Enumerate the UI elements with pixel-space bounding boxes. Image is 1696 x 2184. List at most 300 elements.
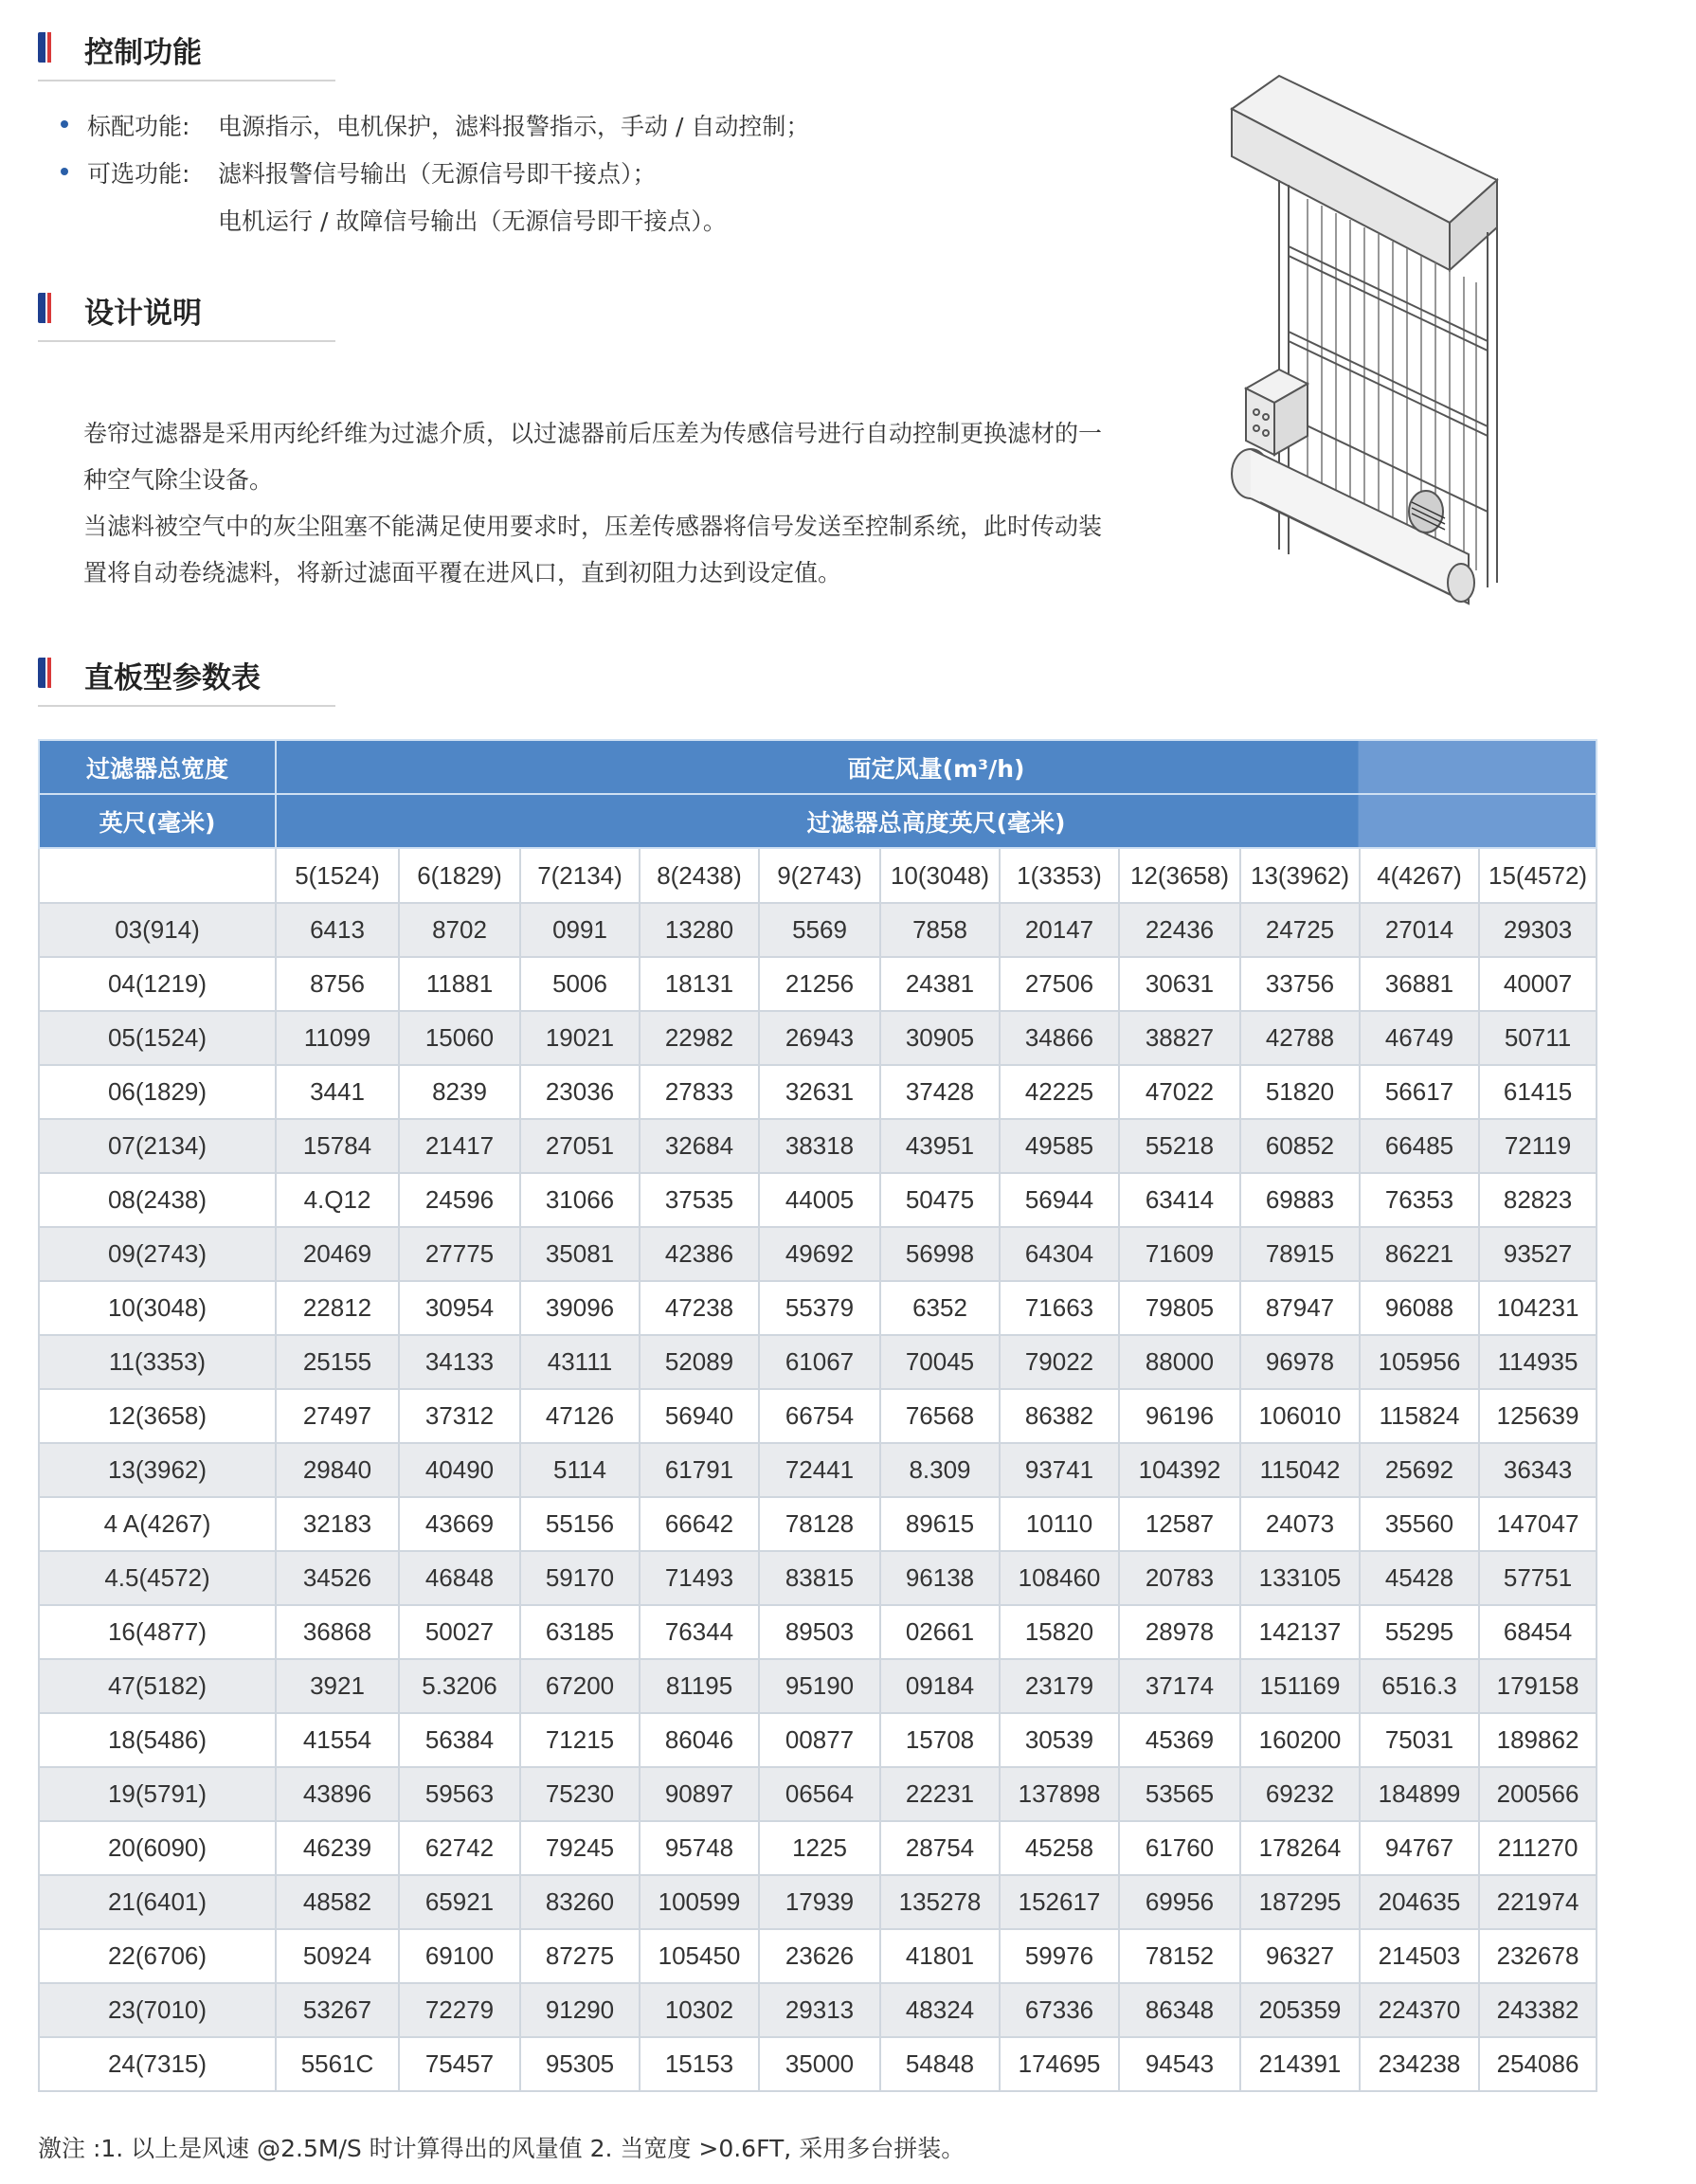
table-cell: 65921: [399, 1875, 520, 1929]
table-cell: 83260: [520, 1875, 640, 1929]
table-cell: 56944: [1000, 1173, 1119, 1227]
table-cell: 6516.3: [1360, 1659, 1479, 1713]
table-cell: 47126: [520, 1389, 640, 1443]
table-cell: 72441: [759, 1443, 880, 1497]
table-cell: 96978: [1240, 1335, 1360, 1389]
table-cell: 6352: [880, 1281, 1000, 1335]
table-cell: 06564: [759, 1767, 880, 1821]
row-label-cell: 4 A(4267): [39, 1497, 276, 1551]
table-cell: 34866: [1000, 1011, 1119, 1065]
table-cell: 38318: [759, 1119, 880, 1173]
table-cell: 179158: [1479, 1659, 1597, 1713]
table-cell: 43111: [520, 1335, 640, 1389]
table-header-row: [39, 740, 1597, 794]
row-label-cell: 07(2134): [39, 1119, 276, 1173]
table-cell: 34526: [276, 1551, 399, 1605]
table-row: [39, 1767, 1597, 1821]
table-cell: 79245: [520, 1821, 640, 1875]
table-cell: 205359: [1240, 1983, 1360, 2037]
header-cell: 过滤器总宽度: [39, 740, 276, 794]
table-cell: 5006: [520, 957, 640, 1011]
feature-label: 可选功能:: [87, 160, 190, 188]
table-cell: 72119: [1479, 1119, 1597, 1173]
table-cell: 70045: [880, 1335, 1000, 1389]
table-cell: 254086: [1479, 2037, 1597, 2091]
table-cell: 125639: [1479, 1389, 1597, 1443]
table-cell: 00877: [759, 1713, 880, 1767]
table-cell: 31066: [520, 1173, 640, 1227]
table-cell: 10302: [640, 1983, 759, 2037]
table-cell: 71663: [1000, 1281, 1119, 1335]
table-cell: 86221: [1360, 1227, 1479, 1281]
table-cell: 25155: [276, 1335, 399, 1389]
section-marker-icon: [38, 293, 51, 323]
section-underline: [38, 705, 335, 707]
table-cell: 21256: [759, 957, 880, 1011]
table-cell: 11099: [276, 1011, 399, 1065]
table-cell: 96088: [1360, 1281, 1479, 1335]
table-cell: 24596: [399, 1173, 520, 1227]
section-title: 控制功能: [84, 36, 202, 70]
table-header-row: [39, 794, 1597, 848]
table-cell: 50711: [1479, 1011, 1597, 1065]
table-cell: 82823: [1479, 1173, 1597, 1227]
table-cell: 75230: [520, 1767, 640, 1821]
row-label-cell: 23(7010): [39, 1983, 276, 2037]
table-cell: 96327: [1240, 1929, 1360, 1983]
table-cell: 15153: [640, 2037, 759, 2091]
table-cell: 3921: [276, 1659, 399, 1713]
table-row: [39, 1659, 1597, 1713]
table-cell: 5114: [520, 1443, 640, 1497]
table-cell: 12587: [1119, 1497, 1240, 1551]
table-cell: 0991: [520, 903, 640, 957]
table-cell: 51820: [1240, 1065, 1360, 1119]
table-cell: 94543: [1119, 2037, 1240, 2091]
section-title: 设计说明: [84, 297, 202, 331]
column-header-cell: 5(1524): [276, 848, 399, 903]
table-cell: 59170: [520, 1551, 640, 1605]
table-row: [39, 2037, 1597, 2091]
column-header-cell: 10(3048): [880, 848, 1000, 903]
table-cell: 24073: [1240, 1497, 1360, 1551]
table-cell: 214391: [1240, 2037, 1360, 2091]
table-cell: 78915: [1240, 1227, 1360, 1281]
table-cell: 15784: [276, 1119, 399, 1173]
table-cell: 78152: [1119, 1929, 1240, 1983]
table-cell: 76353: [1360, 1173, 1479, 1227]
table-cell: 105450: [640, 1929, 759, 1983]
table-cell: 46749: [1360, 1011, 1479, 1065]
table-cell: 71609: [1119, 1227, 1240, 1281]
table-cell: 27775: [399, 1227, 520, 1281]
table-cell: 214503: [1360, 1929, 1479, 1983]
table-column-header-row: [39, 848, 1597, 903]
row-label-cell: 08(2438): [39, 1173, 276, 1227]
table-cell: 20469: [276, 1227, 399, 1281]
table-cell: 29303: [1479, 903, 1597, 957]
row-label-cell: 4.5(4572): [39, 1551, 276, 1605]
description-line: 卷帘过滤器是采用丙纶纤维为过滤介质，以过滤器前后压差为传感信号进行自动控制更换滤材的一: [83, 420, 1103, 447]
row-label-cell: 19(5791): [39, 1767, 276, 1821]
table-cell: 34133: [399, 1335, 520, 1389]
header-cell: 英尺(毫米): [39, 794, 276, 848]
table-row: [39, 1821, 1597, 1875]
table-cell: 44005: [759, 1173, 880, 1227]
table-cell: 106010: [1240, 1389, 1360, 1443]
table-cell: 4.Q12: [276, 1173, 399, 1227]
row-label-cell: 22(6706): [39, 1929, 276, 1983]
table-row: [39, 1713, 1597, 1767]
row-label-cell: 47(5182): [39, 1659, 276, 1713]
table-cell: 10110: [1000, 1497, 1119, 1551]
table-cell: 160200: [1240, 1713, 1360, 1767]
row-label-cell: 12(3658): [39, 1389, 276, 1443]
table-cell: 5569: [759, 903, 880, 957]
table-cell: 19021: [520, 1011, 640, 1065]
table-cell: 49692: [759, 1227, 880, 1281]
table-cell: 15708: [880, 1713, 1000, 1767]
table-cell: 87947: [1240, 1281, 1360, 1335]
table-cell: 45258: [1000, 1821, 1119, 1875]
feature-value: 电源指示，电机保护，滤料报警指示，手动 / 自动控制；: [218, 113, 810, 140]
table-cell: 89503: [759, 1605, 880, 1659]
table-cell: 88000: [1119, 1335, 1240, 1389]
row-label-cell: 04(1219): [39, 957, 276, 1011]
table-cell: 211270: [1479, 1821, 1597, 1875]
table-cell: 86046: [640, 1713, 759, 1767]
table-cell: 71215: [520, 1713, 640, 1767]
table-cell: 71493: [640, 1551, 759, 1605]
table-cell: 137898: [1000, 1767, 1119, 1821]
table-cell: 30539: [1000, 1713, 1119, 1767]
table-cell: 187295: [1240, 1875, 1360, 1929]
bullet-icon: [61, 168, 68, 175]
row-label-cell: 11(3353): [39, 1335, 276, 1389]
table-cell: 91290: [520, 1983, 640, 2037]
table-cell: 24381: [880, 957, 1000, 1011]
table-cell: 174695: [1000, 2037, 1119, 2091]
table-cell: 37312: [399, 1389, 520, 1443]
table-cell: 45428: [1360, 1551, 1479, 1605]
table-cell: 38827: [1119, 1011, 1240, 1065]
table-cell: 23179: [1000, 1659, 1119, 1713]
table-cell: 66485: [1360, 1119, 1479, 1173]
description-line: 当滤料被空气中的灰尘阻塞不能满足使用要求时，压差传感器将信号发送至控制系统，此时传动装: [83, 513, 1103, 540]
table-cell: 32183: [276, 1497, 399, 1551]
table-cell: 104231: [1479, 1281, 1597, 1335]
table-cell: 18131: [640, 957, 759, 1011]
table-cell: 59976: [1000, 1929, 1119, 1983]
table-cell: 42386: [640, 1227, 759, 1281]
table-cell: 22812: [276, 1281, 399, 1335]
table-row: [39, 1929, 1597, 1983]
table-cell: 59563: [399, 1767, 520, 1821]
table-cell: 8702: [399, 903, 520, 957]
table-row: [39, 903, 1597, 957]
table-cell: 8.309: [880, 1443, 1000, 1497]
table-cell: 35000: [759, 2037, 880, 2091]
table-cell: 1225: [759, 1821, 880, 1875]
table-row: [39, 1335, 1597, 1389]
table-cell: 24725: [1240, 903, 1360, 957]
parameter-table: [38, 739, 1597, 2092]
table-cell: 151169: [1240, 1659, 1360, 1713]
table-cell: 28978: [1119, 1605, 1240, 1659]
table-cell: 36881: [1360, 957, 1479, 1011]
table-cell: 76568: [880, 1389, 1000, 1443]
table-cell: 36343: [1479, 1443, 1597, 1497]
description-line: 置将自动卷绕滤料，将新过滤面平覆在进风口，直到初阻力达到设定值。: [83, 559, 842, 587]
table-cell: 53565: [1119, 1767, 1240, 1821]
bullet-icon: [61, 120, 68, 128]
table-cell: 63185: [520, 1605, 640, 1659]
table-row: [39, 1983, 1597, 2037]
table-row: [39, 1389, 1597, 1443]
table-cell: 104392: [1119, 1443, 1240, 1497]
table-cell: 27833: [640, 1065, 759, 1119]
table-cell: 40007: [1479, 957, 1597, 1011]
column-header-cell: 8(2438): [640, 848, 759, 903]
table-cell: 89615: [880, 1497, 1000, 1551]
table-cell: 69232: [1240, 1767, 1360, 1821]
table-cell: 27497: [276, 1389, 399, 1443]
table-cell: 200566: [1479, 1767, 1597, 1821]
table-cell: 37174: [1119, 1659, 1240, 1713]
table-cell: 75031: [1360, 1713, 1479, 1767]
row-label-cell: 09(2743): [39, 1227, 276, 1281]
row-label-cell: 21(6401): [39, 1875, 276, 1929]
column-header-cell: 6(1829): [399, 848, 520, 903]
table-cell: 55379: [759, 1281, 880, 1335]
table-cell: 69956: [1119, 1875, 1240, 1929]
table-cell: 50924: [276, 1929, 399, 1983]
table-cell: 64304: [1000, 1227, 1119, 1281]
table-cell: 13280: [640, 903, 759, 957]
table-cell: 46848: [399, 1551, 520, 1605]
table-cell: 20783: [1119, 1551, 1240, 1605]
table-cell: 224370: [1360, 1983, 1479, 2037]
roll-filter-illustration: [1222, 57, 1507, 625]
table-cell: 28754: [880, 1821, 1000, 1875]
table-cell: 42225: [1000, 1065, 1119, 1119]
table-cell: 8239: [399, 1065, 520, 1119]
table-cell: 27051: [520, 1119, 640, 1173]
table-cell: 61067: [759, 1335, 880, 1389]
table-row: [39, 1227, 1597, 1281]
table-cell: 15060: [399, 1011, 520, 1065]
table-cell: 30954: [399, 1281, 520, 1335]
column-header-cell: 13(3962): [1240, 848, 1360, 903]
row-label-cell: 06(1829): [39, 1065, 276, 1119]
table-cell: 204635: [1360, 1875, 1479, 1929]
table-cell: 86348: [1119, 1983, 1240, 2037]
row-label-cell: 03(914): [39, 903, 276, 957]
table-row: [39, 1173, 1597, 1227]
table-cell: 54848: [880, 2037, 1000, 2091]
table-cell: 56998: [880, 1227, 1000, 1281]
table-cell: 22231: [880, 1767, 1000, 1821]
section-underline: [38, 340, 335, 342]
table-row: [39, 1065, 1597, 1119]
table-cell: 57751: [1479, 1551, 1597, 1605]
table-cell: 47022: [1119, 1065, 1240, 1119]
table-cell: 61760: [1119, 1821, 1240, 1875]
table-row: [39, 1443, 1597, 1497]
column-header-cell: 12(3658): [1119, 848, 1240, 903]
table-cell: 22982: [640, 1011, 759, 1065]
row-label-cell: 10(3048): [39, 1281, 276, 1335]
table-cell: 87275: [520, 1929, 640, 1983]
table-cell: 23036: [520, 1065, 640, 1119]
table-cell: 67200: [520, 1659, 640, 1713]
table-cell: 3441: [276, 1065, 399, 1119]
section-marker-icon: [38, 32, 51, 63]
section-title: 直板型参数表: [84, 661, 261, 695]
table-cell: 30631: [1119, 957, 1240, 1011]
table-cell: 46239: [276, 1821, 399, 1875]
design-description: [83, 410, 1182, 596]
table-cell: 37535: [640, 1173, 759, 1227]
table-cell: 47238: [640, 1281, 759, 1335]
table-cell: 52089: [640, 1335, 759, 1389]
feature-label: 标配功能:: [87, 113, 190, 140]
table-cell: 48582: [276, 1875, 399, 1929]
table-cell: 29313: [759, 1983, 880, 2037]
table-cell: 67336: [1000, 1983, 1119, 2037]
table-cell: 43951: [880, 1119, 1000, 1173]
table-cell: 178264: [1240, 1821, 1360, 1875]
table-cell: 152617: [1000, 1875, 1119, 1929]
table-cell: 115824: [1360, 1389, 1479, 1443]
table-cell: 32631: [759, 1065, 880, 1119]
table-cell: 86382: [1000, 1389, 1119, 1443]
row-label-cell: 05(1524): [39, 1011, 276, 1065]
table-cell: 56384: [399, 1713, 520, 1767]
table-cell: 96196: [1119, 1389, 1240, 1443]
column-header-cell: 9(2743): [759, 848, 880, 903]
table-cell: 115042: [1240, 1443, 1360, 1497]
table-cell: 95748: [640, 1821, 759, 1875]
table-cell: 7858: [880, 903, 1000, 957]
table-cell: 243382: [1479, 1983, 1597, 2037]
table-cell: 15820: [1000, 1605, 1119, 1659]
table-cell: 6413: [276, 903, 399, 957]
table-cell: 55218: [1119, 1119, 1240, 1173]
table-cell: 234238: [1360, 2037, 1479, 2091]
table-cell: 62742: [399, 1821, 520, 1875]
table-cell: 68454: [1479, 1605, 1597, 1659]
table-cell: 5.3206: [399, 1659, 520, 1713]
table-cell: 41554: [276, 1713, 399, 1767]
table-cell: 26943: [759, 1011, 880, 1065]
table-cell: 02661: [880, 1605, 1000, 1659]
table-cell: 94767: [1360, 1821, 1479, 1875]
table-cell: 61791: [640, 1443, 759, 1497]
table-cell: 50027: [399, 1605, 520, 1659]
table-cell: 66754: [759, 1389, 880, 1443]
table-cell: 23626: [759, 1929, 880, 1983]
table-cell: 60852: [1240, 1119, 1360, 1173]
table-cell: 55295: [1360, 1605, 1479, 1659]
table-cell: 53267: [276, 1983, 399, 2037]
table-cell: 43896: [276, 1767, 399, 1821]
table-cell: 32684: [640, 1119, 759, 1173]
table-cell: 95305: [520, 2037, 640, 2091]
header-cell: 面定风量(m³/h): [276, 740, 1597, 794]
table-cell: 75457: [399, 2037, 520, 2091]
row-label-cell: 24(7315): [39, 2037, 276, 2091]
table-cell: 09184: [880, 1659, 1000, 1713]
table-cell: 49585: [1000, 1119, 1119, 1173]
table-cell: 79022: [1000, 1335, 1119, 1389]
table-cell: 108460: [1000, 1551, 1119, 1605]
table-cell: 35560: [1360, 1497, 1479, 1551]
table-row: [39, 1011, 1597, 1065]
table-cell: 105956: [1360, 1335, 1479, 1389]
table-cell: 147047: [1479, 1497, 1597, 1551]
header-cell: 过滤器总高度英尺(毫米): [276, 794, 1597, 848]
table-cell: 27014: [1360, 903, 1479, 957]
column-header-cell: 15(4572): [1479, 848, 1597, 903]
column-header-cell: 4(4267): [1360, 848, 1479, 903]
table-cell: 43669: [399, 1497, 520, 1551]
table-cell: 25692: [1360, 1443, 1479, 1497]
table-cell: 221974: [1479, 1875, 1597, 1929]
table-row: [39, 1497, 1597, 1551]
table-row: [39, 1119, 1597, 1173]
table-cell: 50475: [880, 1173, 1000, 1227]
table-cell: 90897: [640, 1767, 759, 1821]
table-cell: 56940: [640, 1389, 759, 1443]
table-cell: 29840: [276, 1443, 399, 1497]
table-cell: 11881: [399, 957, 520, 1011]
row-label-cell: 18(5486): [39, 1713, 276, 1767]
row-label-cell: 20(6090): [39, 1821, 276, 1875]
description-line: 种空气除尘设备。: [83, 466, 274, 494]
table-cell: 79805: [1119, 1281, 1240, 1335]
table-cell: 37428: [880, 1065, 1000, 1119]
column-header-cell: 1(3353): [1000, 848, 1119, 903]
table-cell: 78128: [759, 1497, 880, 1551]
table-cell: 81195: [640, 1659, 759, 1713]
table-cell: 22436: [1119, 903, 1240, 957]
feature-value: 滤料报警信号输出（无源信号即干接点）；: [218, 160, 657, 188]
table-cell: 33756: [1240, 957, 1360, 1011]
table-cell: 40490: [399, 1443, 520, 1497]
table-cell: 72279: [399, 1983, 520, 2037]
table-cell: 41801: [880, 1929, 1000, 1983]
table-cell: 114935: [1479, 1335, 1597, 1389]
table-cell: 45369: [1119, 1713, 1240, 1767]
table-cell: 83815: [759, 1551, 880, 1605]
table-cell: 100599: [640, 1875, 759, 1929]
section-underline: [38, 80, 335, 81]
table-cell: 184899: [1360, 1767, 1479, 1821]
table-cell: 17939: [759, 1875, 880, 1929]
table-cell: 39096: [520, 1281, 640, 1335]
table-cell: 189862: [1479, 1713, 1597, 1767]
table-row: [39, 1605, 1597, 1659]
table-cell: 21417: [399, 1119, 520, 1173]
table-cell: 5561C: [276, 2037, 399, 2091]
table-cell: 95190: [759, 1659, 880, 1713]
table-cell: 232678: [1479, 1929, 1597, 1983]
table-cell: 135278: [880, 1875, 1000, 1929]
section-marker-icon: [38, 658, 51, 688]
table-cell: 93527: [1479, 1227, 1597, 1281]
table-row: [39, 1551, 1597, 1605]
